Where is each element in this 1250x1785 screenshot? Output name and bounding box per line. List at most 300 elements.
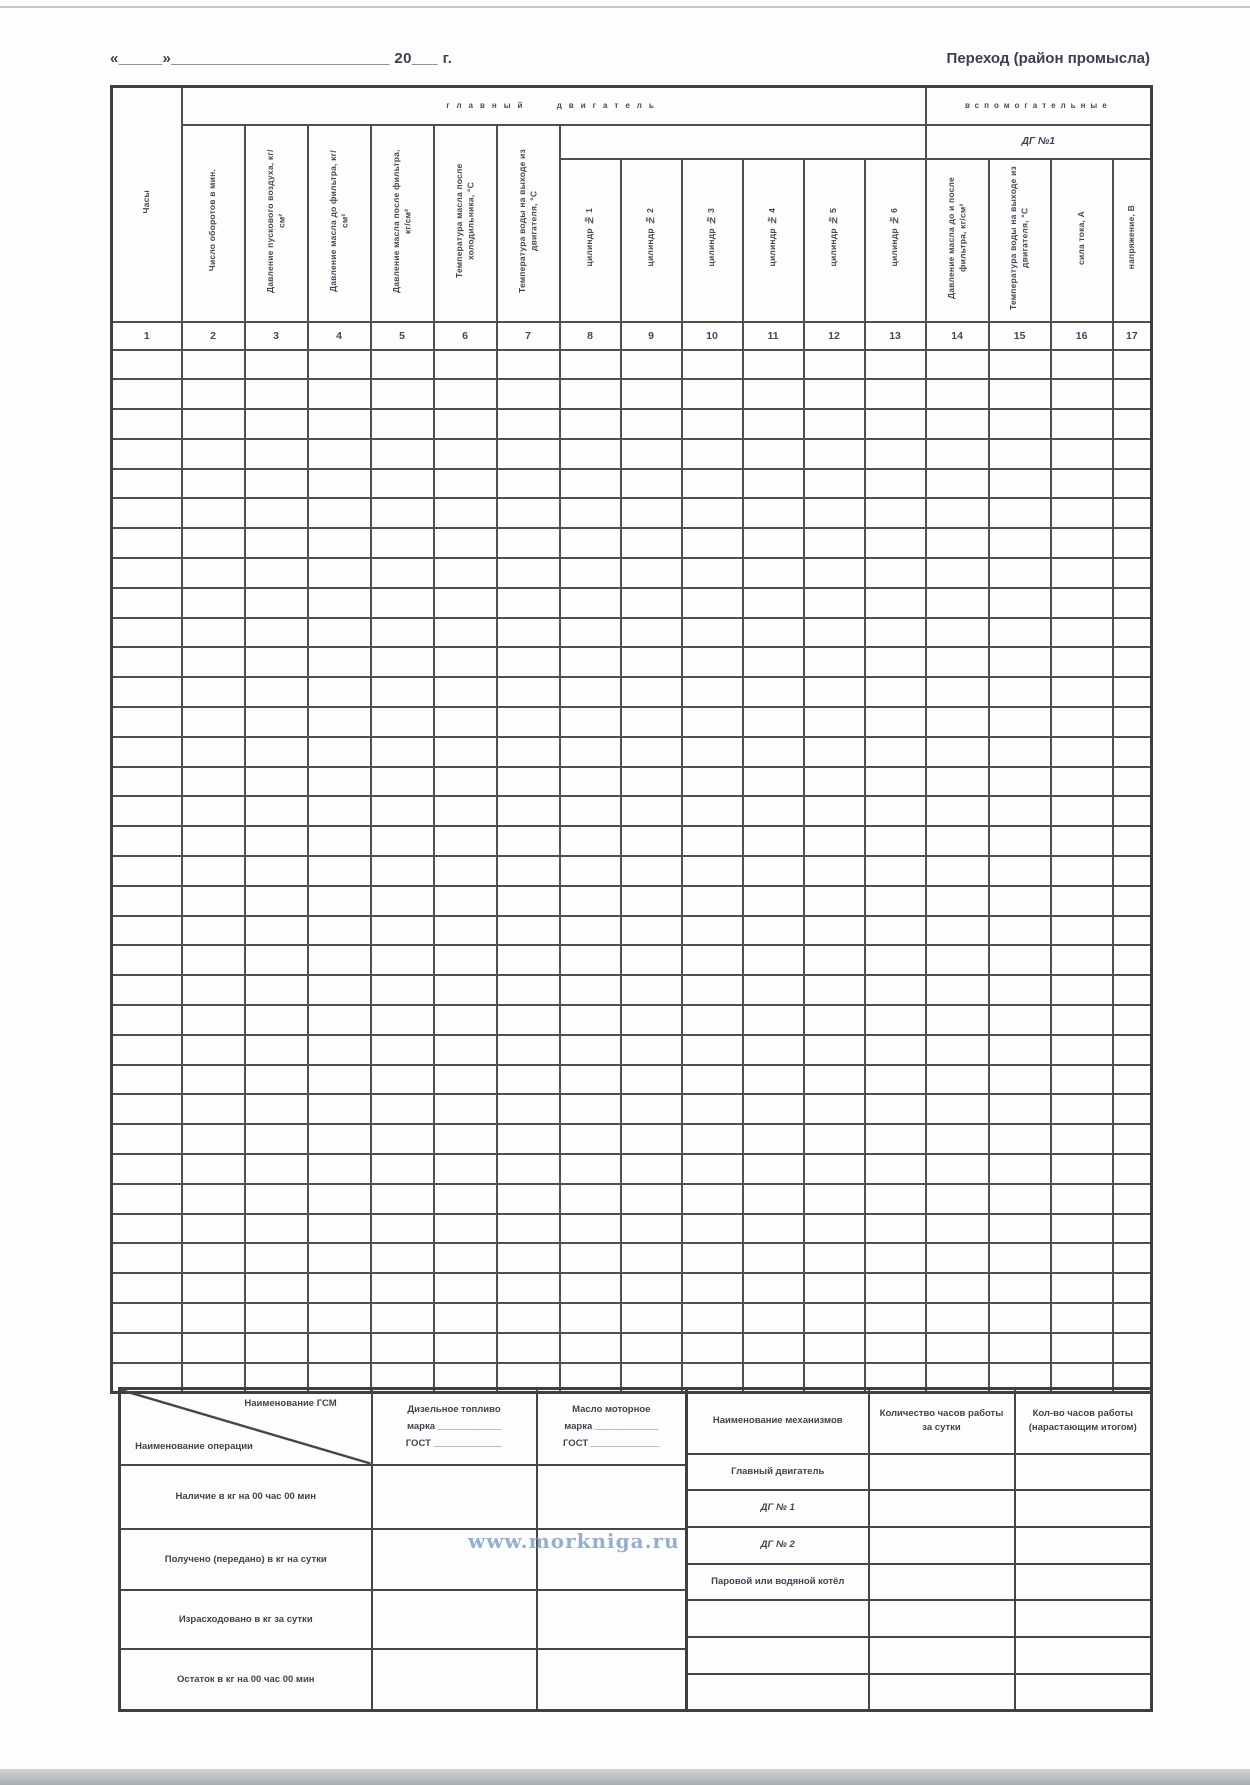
log-cell xyxy=(560,1154,621,1184)
diesel-value-cell xyxy=(372,1465,537,1529)
log-cell xyxy=(989,1094,1051,1124)
log-cell xyxy=(989,856,1051,886)
diesel-value-cell xyxy=(372,1649,537,1711)
log-cell xyxy=(182,707,245,737)
hours-cumulative-cell xyxy=(1015,1600,1152,1637)
log-cell xyxy=(308,886,371,916)
oil-value-cell xyxy=(537,1590,687,1649)
log-cell xyxy=(434,350,497,380)
log-cell xyxy=(112,350,182,380)
log-cell xyxy=(926,1065,989,1095)
log-cell xyxy=(371,1154,434,1184)
log-cell xyxy=(308,826,371,856)
log-cell xyxy=(434,1035,497,1065)
log-row xyxy=(112,1124,1152,1154)
log-cell xyxy=(434,707,497,737)
log-cell xyxy=(497,886,560,916)
fuel-row-consumed xyxy=(120,1590,687,1649)
mech-name: ДГ № 2 xyxy=(687,1527,869,1564)
hours-per-day-header: Количество часов работы за сутки xyxy=(869,1389,1015,1454)
log-cell xyxy=(182,1035,245,1065)
log-cell xyxy=(497,1124,560,1154)
log-cell xyxy=(497,1154,560,1184)
log-cell xyxy=(1051,1243,1113,1273)
mech-name xyxy=(687,1674,869,1711)
log-cell xyxy=(865,1065,926,1095)
log-cell xyxy=(371,409,434,439)
log-cell xyxy=(743,1303,804,1333)
log-cell xyxy=(865,677,926,707)
log-cell xyxy=(621,1065,682,1095)
log-cell xyxy=(245,975,308,1005)
log-cell xyxy=(560,469,621,499)
log-cell xyxy=(804,826,865,856)
log-cell xyxy=(112,707,182,737)
col-header-water-temp-engine-outlet: Температура воды на выходе из двигателя, °С xyxy=(497,125,560,322)
log-cell xyxy=(926,1184,989,1214)
log-cell xyxy=(865,618,926,648)
log-row xyxy=(112,1273,1152,1303)
group-header-auxiliary: вспомогательные xyxy=(926,87,1152,125)
log-cell xyxy=(682,796,743,826)
log-row xyxy=(112,1303,1152,1333)
log-cell xyxy=(989,916,1051,946)
log-cell xyxy=(245,379,308,409)
log-cell xyxy=(560,767,621,797)
log-cell xyxy=(865,588,926,618)
log-cell xyxy=(1051,1154,1113,1184)
log-cell xyxy=(621,350,682,380)
log-cell xyxy=(743,379,804,409)
log-cell xyxy=(308,1065,371,1095)
log-cell xyxy=(743,767,804,797)
scan-edge-top xyxy=(0,6,1250,8)
log-row xyxy=(112,1184,1152,1214)
log-cell xyxy=(308,379,371,409)
log-cell xyxy=(865,1243,926,1273)
log-cell xyxy=(804,1303,865,1333)
log-cell xyxy=(989,1035,1051,1065)
mech-row-empty xyxy=(687,1674,1152,1711)
log-cell xyxy=(682,498,743,528)
log-cell xyxy=(560,677,621,707)
log-cell xyxy=(434,1303,497,1333)
hours-cumulative-cell xyxy=(1015,1454,1152,1491)
log-cell xyxy=(112,1035,182,1065)
log-cell xyxy=(182,558,245,588)
log-cell xyxy=(497,618,560,648)
log-cell xyxy=(434,1184,497,1214)
log-cell xyxy=(182,677,245,707)
log-cell xyxy=(1113,1303,1152,1333)
log-cell xyxy=(865,528,926,558)
log-cell xyxy=(560,528,621,558)
log-cell xyxy=(112,886,182,916)
hours-cumulative-cell xyxy=(1015,1674,1152,1711)
log-cell xyxy=(1051,826,1113,856)
log-cell xyxy=(682,1303,743,1333)
log-cell xyxy=(621,1273,682,1303)
log-row xyxy=(112,528,1152,558)
log-cell xyxy=(371,439,434,469)
log-cell xyxy=(804,588,865,618)
log-cell xyxy=(926,1214,989,1244)
log-row xyxy=(112,558,1152,588)
log-cell xyxy=(112,647,182,677)
log-cell xyxy=(804,647,865,677)
log-cell xyxy=(371,796,434,826)
log-cell xyxy=(1051,618,1113,648)
log-cell xyxy=(743,1124,804,1154)
log-cell xyxy=(865,1184,926,1214)
log-cell xyxy=(1113,379,1152,409)
log-cell xyxy=(743,1065,804,1095)
log-cell xyxy=(1113,1035,1152,1065)
date-blank-line: «_____»_________________________ 20___ г. xyxy=(110,50,453,67)
log-cell xyxy=(245,707,308,737)
log-cell xyxy=(926,945,989,975)
log-cell xyxy=(245,1005,308,1035)
log-cell xyxy=(621,796,682,826)
log-cell xyxy=(308,916,371,946)
column-number: 5 xyxy=(371,322,434,350)
col-header-cylinder-6: цилиндр № 6 xyxy=(865,159,926,322)
log-cell xyxy=(743,1214,804,1244)
log-cell xyxy=(989,1243,1051,1273)
oil-value-cell xyxy=(537,1465,687,1529)
log-cell xyxy=(865,647,926,677)
log-cell xyxy=(560,1094,621,1124)
log-cell xyxy=(497,767,560,797)
hours-cumulative-cell xyxy=(1015,1637,1152,1674)
log-cell xyxy=(682,916,743,946)
log-cell xyxy=(743,796,804,826)
log-cell xyxy=(989,618,1051,648)
log-cell xyxy=(743,647,804,677)
col-header-rpm: Число оборотов в мин. xyxy=(182,125,245,322)
log-cell xyxy=(743,707,804,737)
log-cell xyxy=(743,1273,804,1303)
log-cell xyxy=(621,767,682,797)
log-cell xyxy=(371,945,434,975)
log-cell xyxy=(1113,1333,1152,1363)
log-cell xyxy=(497,469,560,499)
log-cell xyxy=(371,379,434,409)
log-cell xyxy=(371,618,434,648)
log-cell xyxy=(182,1214,245,1244)
log-cell xyxy=(371,1333,434,1363)
log-cell xyxy=(989,886,1051,916)
log-cell xyxy=(804,945,865,975)
log-cell xyxy=(245,1333,308,1363)
log-cell xyxy=(371,350,434,380)
log-cell xyxy=(989,707,1051,737)
col-header-dg-oil-pressure: Давление масла до и после фильтра, кг/см² xyxy=(926,159,989,322)
log-cell xyxy=(560,498,621,528)
log-cell xyxy=(804,1035,865,1065)
log-cell xyxy=(1113,528,1152,558)
log-cell xyxy=(926,439,989,469)
log-cell xyxy=(682,767,743,797)
hours-day-cell xyxy=(869,1564,1015,1601)
log-cell xyxy=(682,1243,743,1273)
log-cell xyxy=(182,588,245,618)
log-cell xyxy=(1051,1184,1113,1214)
log-cell xyxy=(308,439,371,469)
log-cell xyxy=(371,707,434,737)
log-cell xyxy=(1113,588,1152,618)
mech-header-row xyxy=(687,1389,1152,1454)
hours-day-cell xyxy=(869,1674,1015,1711)
log-cell xyxy=(245,796,308,826)
log-cell xyxy=(743,945,804,975)
log-cell xyxy=(560,1005,621,1035)
log-cell xyxy=(497,379,560,409)
col-header-oil-temp-after-cooler: Температура масла после холодильника, °С xyxy=(434,125,497,322)
log-cell xyxy=(682,558,743,588)
column-number: 2 xyxy=(182,322,245,350)
log-row xyxy=(112,975,1152,1005)
log-cell xyxy=(743,1005,804,1035)
log-cell xyxy=(743,558,804,588)
log-cell xyxy=(182,1154,245,1184)
log-cell xyxy=(112,1124,182,1154)
log-cell xyxy=(497,1005,560,1035)
row-label: Остаток в кг на 00 час 00 мин xyxy=(120,1649,372,1711)
log-cell xyxy=(621,588,682,618)
log-cell xyxy=(682,1214,743,1244)
log-row xyxy=(112,1214,1152,1244)
log-cell xyxy=(308,528,371,558)
log-cell xyxy=(926,409,989,439)
mech-row-dg2 xyxy=(687,1527,1152,1564)
log-cell xyxy=(497,975,560,1005)
log-cell xyxy=(865,1303,926,1333)
log-cell xyxy=(497,916,560,946)
log-cell xyxy=(371,1214,434,1244)
log-cell xyxy=(621,379,682,409)
log-cell xyxy=(989,379,1051,409)
log-cell xyxy=(804,767,865,797)
log-cell xyxy=(989,767,1051,797)
log-cell xyxy=(245,1124,308,1154)
log-cell xyxy=(112,975,182,1005)
log-cell xyxy=(434,439,497,469)
log-cell xyxy=(497,350,560,380)
log-cell xyxy=(743,1035,804,1065)
log-cell xyxy=(112,677,182,707)
log-cell xyxy=(112,528,182,558)
log-cell xyxy=(682,409,743,439)
log-row xyxy=(112,886,1152,916)
column-number: 11 xyxy=(743,322,804,350)
log-row xyxy=(112,856,1152,886)
log-cell xyxy=(245,677,308,707)
log-cell xyxy=(989,1124,1051,1154)
log-cell xyxy=(497,945,560,975)
log-cell xyxy=(1113,1273,1152,1303)
log-cell xyxy=(1113,439,1152,469)
log-cell xyxy=(865,1124,926,1154)
log-cell xyxy=(682,1154,743,1184)
log-cell xyxy=(1051,439,1113,469)
log-cell xyxy=(682,379,743,409)
log-cell xyxy=(434,767,497,797)
log-cell xyxy=(926,916,989,946)
log-cell xyxy=(371,767,434,797)
column-number: 10 xyxy=(682,322,743,350)
log-cell xyxy=(497,796,560,826)
log-cell xyxy=(560,409,621,439)
log-cell xyxy=(308,945,371,975)
log-cell xyxy=(1051,1273,1113,1303)
log-cell xyxy=(371,1184,434,1214)
log-cell xyxy=(308,1005,371,1035)
log-cell xyxy=(1051,856,1113,886)
log-cell xyxy=(112,1214,182,1244)
log-cell xyxy=(1113,1124,1152,1154)
log-cell xyxy=(682,707,743,737)
log-cell xyxy=(989,469,1051,499)
log-cell xyxy=(989,498,1051,528)
log-grid-body xyxy=(112,350,1152,1393)
log-row xyxy=(112,767,1152,797)
log-cell xyxy=(621,916,682,946)
log-cell xyxy=(804,1214,865,1244)
log-row xyxy=(112,1154,1152,1184)
log-cell xyxy=(804,350,865,380)
log-cell xyxy=(989,409,1051,439)
log-cell xyxy=(743,975,804,1005)
log-cell xyxy=(245,916,308,946)
log-row xyxy=(112,1243,1152,1273)
log-cell xyxy=(804,856,865,886)
log-cell xyxy=(245,618,308,648)
log-cell xyxy=(804,1184,865,1214)
log-cell xyxy=(182,826,245,856)
log-cell xyxy=(245,1035,308,1065)
log-cell xyxy=(926,826,989,856)
log-cell xyxy=(621,677,682,707)
log-cell xyxy=(989,677,1051,707)
log-cell xyxy=(865,916,926,946)
log-cell xyxy=(926,856,989,886)
log-cell xyxy=(1051,767,1113,797)
log-cell xyxy=(434,945,497,975)
log-cell xyxy=(865,409,926,439)
column-number: 15 xyxy=(989,322,1051,350)
log-cell xyxy=(434,1243,497,1273)
log-cell xyxy=(743,350,804,380)
log-cell xyxy=(560,1303,621,1333)
log-cell xyxy=(865,707,926,737)
log-cell xyxy=(560,1124,621,1154)
log-cell xyxy=(497,737,560,767)
log-cell xyxy=(497,1065,560,1095)
log-cell xyxy=(743,528,804,558)
log-cell xyxy=(1051,707,1113,737)
log-cell xyxy=(434,1065,497,1095)
log-cell xyxy=(1113,1243,1152,1273)
log-cell xyxy=(497,707,560,737)
log-cell xyxy=(804,409,865,439)
log-cell xyxy=(926,1243,989,1273)
log-cell xyxy=(560,886,621,916)
log-cell xyxy=(371,1065,434,1095)
hours-day-cell xyxy=(869,1600,1015,1637)
log-cell xyxy=(865,975,926,1005)
log-cell xyxy=(621,647,682,677)
log-cell xyxy=(371,1243,434,1273)
log-cell xyxy=(560,796,621,826)
log-cell xyxy=(865,767,926,797)
row-label: Израсходовано в кг за сутки xyxy=(120,1590,372,1649)
log-cell xyxy=(865,350,926,380)
log-cell xyxy=(182,528,245,558)
log-cell xyxy=(112,439,182,469)
log-cell xyxy=(621,1005,682,1035)
log-cell xyxy=(989,1154,1051,1184)
log-cell xyxy=(621,1154,682,1184)
log-row xyxy=(112,588,1152,618)
log-cell xyxy=(434,647,497,677)
log-cell xyxy=(112,1243,182,1273)
diagonal-label-gsm: Наименование ГСМ xyxy=(244,1398,337,1409)
mech-row-dg1 xyxy=(687,1490,1152,1527)
log-cell xyxy=(560,1035,621,1065)
log-cell xyxy=(865,469,926,499)
log-cell xyxy=(682,528,743,558)
log-cell xyxy=(1113,886,1152,916)
hours-cumulative-header: Кол-во часов работы (нарастающим итогом) xyxy=(1015,1389,1152,1454)
log-cell xyxy=(865,737,926,767)
log-cell xyxy=(989,1333,1051,1363)
log-row xyxy=(112,350,1152,380)
log-cell xyxy=(308,1333,371,1363)
log-cell xyxy=(926,528,989,558)
log-cell xyxy=(1113,767,1152,797)
motor-oil-header: Масло моторное марка ____________ ГОСТ _____________ xyxy=(537,1389,687,1465)
log-cell xyxy=(621,439,682,469)
log-cell xyxy=(308,647,371,677)
mech-name: Главный двигатель xyxy=(687,1454,869,1491)
fuel-header-row xyxy=(120,1389,687,1465)
log-cell xyxy=(989,1303,1051,1333)
log-cell xyxy=(434,558,497,588)
log-cell xyxy=(743,439,804,469)
log-cell xyxy=(497,439,560,469)
log-cell xyxy=(112,558,182,588)
log-cell xyxy=(560,647,621,677)
hours-cumulative-cell xyxy=(1015,1490,1152,1527)
log-cell xyxy=(865,439,926,469)
log-cell xyxy=(621,737,682,767)
log-cell xyxy=(621,856,682,886)
log-cell xyxy=(560,1214,621,1244)
log-cell xyxy=(682,469,743,499)
log-cell xyxy=(1051,558,1113,588)
diagonal-header-cell xyxy=(120,1389,372,1465)
log-cell xyxy=(682,1035,743,1065)
log-cell xyxy=(560,1243,621,1273)
log-cell xyxy=(182,1333,245,1363)
log-cell xyxy=(1113,916,1152,946)
log-cell xyxy=(989,439,1051,469)
log-cell xyxy=(371,677,434,707)
log-cell xyxy=(245,767,308,797)
log-cell xyxy=(308,588,371,618)
log-cell xyxy=(182,1303,245,1333)
